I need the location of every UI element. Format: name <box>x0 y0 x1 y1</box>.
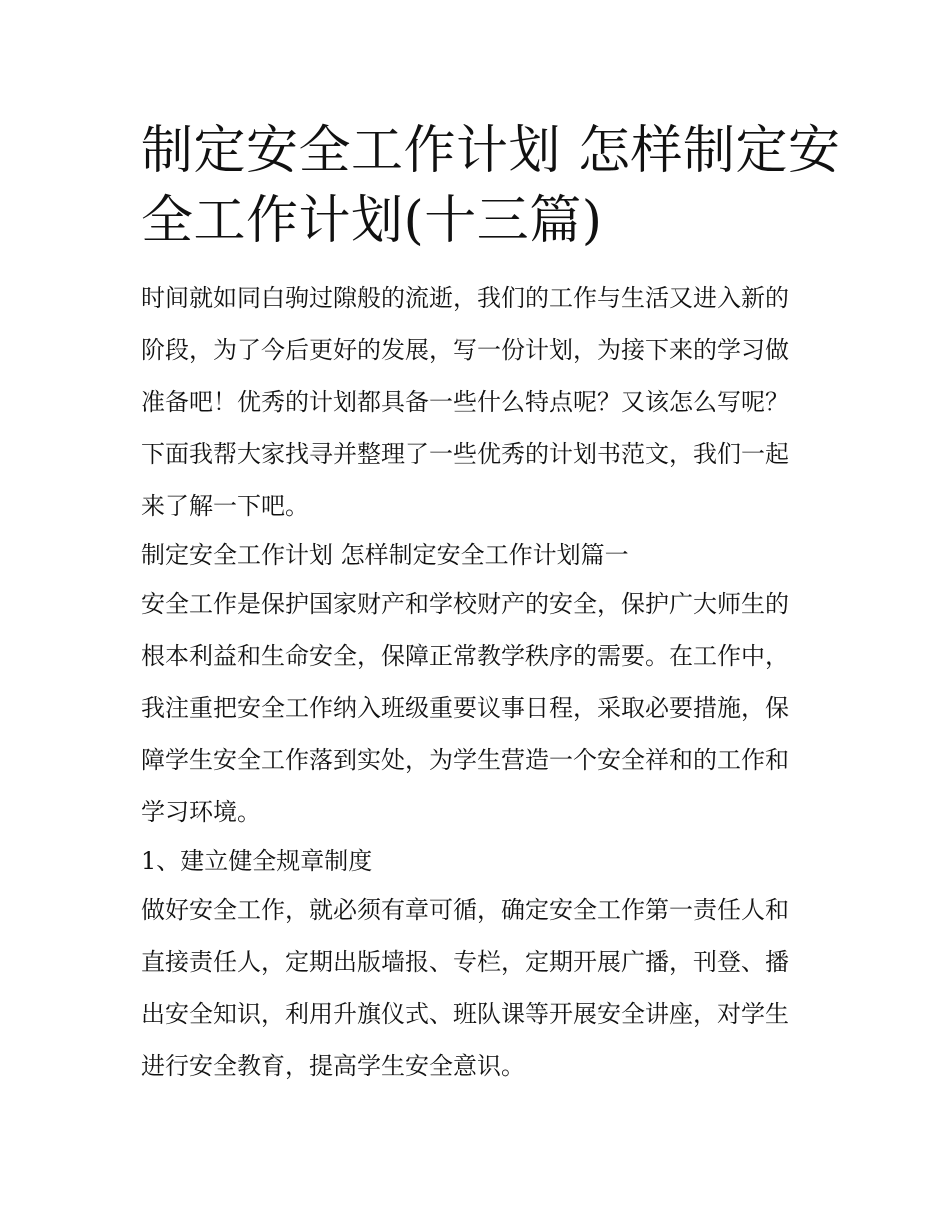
paragraph-line: 障学生安全工作落到实处，为学生营造一个安全祥和的工作和 <box>141 746 789 774</box>
document-body <box>141 272 813 1092</box>
paragraph-line: 来了解一下吧。 <box>141 492 309 520</box>
section-paragraph <box>141 578 813 838</box>
paragraph-line: 进行安全教育，提高学生安全意识。 <box>141 1052 525 1080</box>
document-content <box>141 116 841 1092</box>
document-title <box>141 116 841 256</box>
paragraph-line: 准备吧！优秀的计划都具备一些什么特点呢？又该怎么写呢？ <box>141 388 789 416</box>
subsection-paragraph <box>141 884 813 1092</box>
title-line: 制定安全工作计划 怎样制定安 <box>141 121 841 181</box>
paragraph-line: 安全工作是保护国家财产和学校财产的安全，保护广大师生的 <box>141 590 789 618</box>
paragraph-line: 根本利益和生命安全，保障正常教学秩序的需要。在工作中， <box>141 642 789 670</box>
intro-paragraph <box>141 272 813 532</box>
title-line: 全工作计划(十三篇) <box>141 191 603 251</box>
paragraph-line: 我注重把安全工作纳入班级重要议事日程，采取必要措施，保 <box>141 694 789 722</box>
subheading: 1、建立健全规章制度 <box>141 847 373 875</box>
paragraph-line: 直接责任人，定期出版墙报、专栏，定期开展广播，刊登、播 <box>141 948 789 976</box>
section-heading: 制定安全工作计划 怎样制定安全工作计划篇一 <box>141 541 629 569</box>
paragraph-line: 阶段，为了今后更好的发展，写一份计划，为接下来的学习做 <box>141 336 789 364</box>
paragraph-line: 做好安全工作，就必须有章可循，确定安全工作第一责任人和 <box>141 896 789 924</box>
paragraph-line: 时间就如同白驹过隙般的流逝，我们的工作与生活又进入新的 <box>141 284 789 312</box>
paragraph-line: 出安全知识，利用升旗仪式、班队课等开展安全讲座，对学生 <box>141 1000 789 1028</box>
paragraph-line: 下面我帮大家找寻并整理了一些优秀的计划书范文，我们一起 <box>141 440 789 468</box>
paragraph-line: 学习环境。 <box>141 798 261 826</box>
